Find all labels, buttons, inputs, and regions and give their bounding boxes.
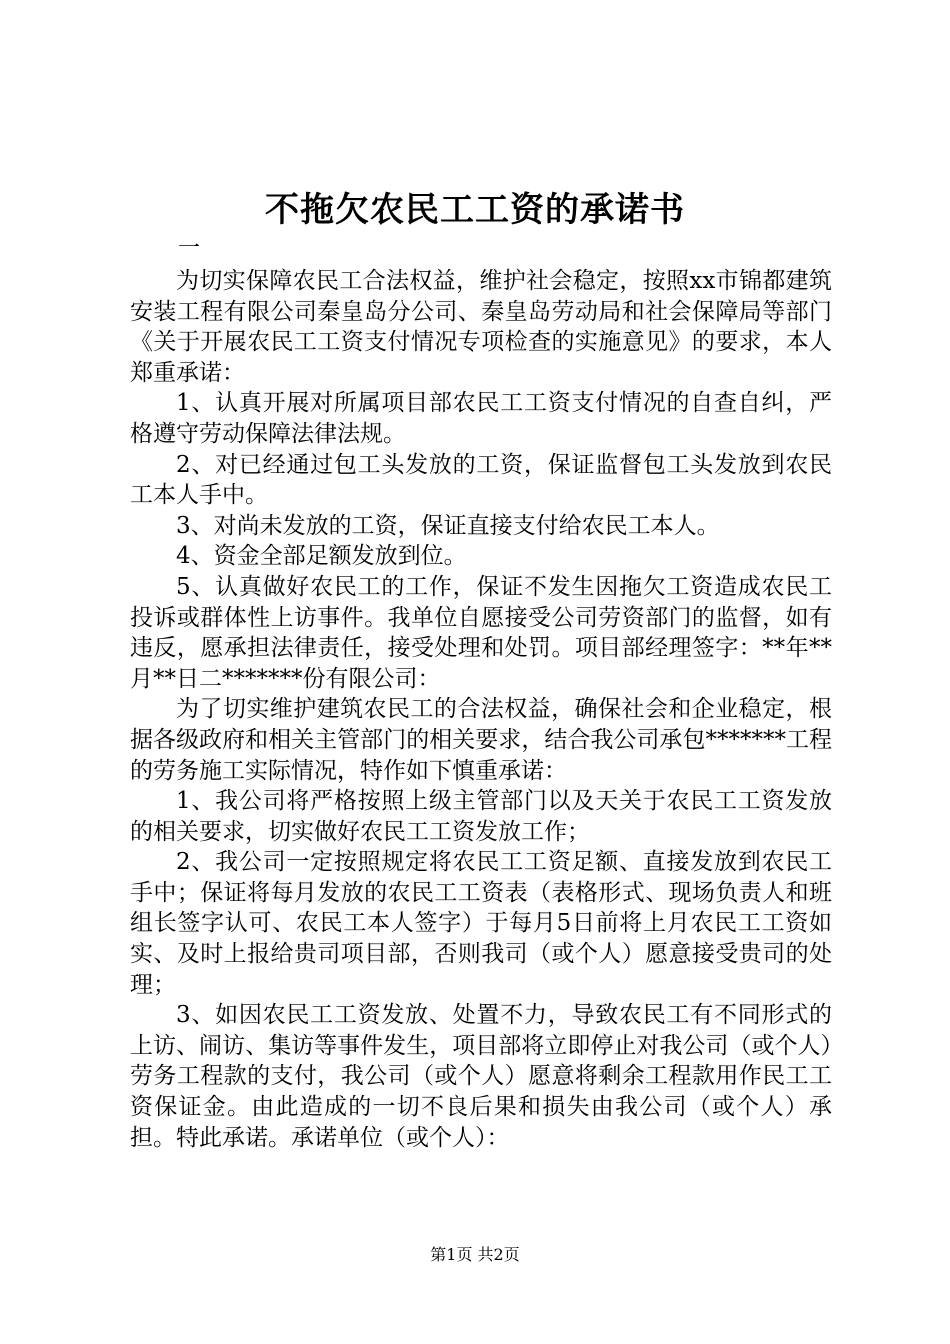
paragraph: 1、我公司将严格按照上级主管部门以及天关于农民工工资发放的相关要求，切实做好农民工工资发放工作； bbox=[130, 788, 832, 845]
paragraph: 4、资金全部足额发放到位。 bbox=[176, 543, 467, 570]
document-subtitle: 一 bbox=[178, 236, 201, 261]
paragraph: 3、如因农民工工资发放、处置不力，导致农民工有不同形式的上访、闹访、集访等事件发生，项目部将立即停止对我公司（或个人）劳务工程款的支付，我公司（或个人）愿意将剩余工程款用作民工工资保证金。由此造成的一切不良后果和损失由我公司（或个人）承担。特此承诺。承诺单位（或个人）： bbox=[130, 1002, 832, 1151]
paragraph: 5、认真做好农民工的工作，保证不发生因拖欠工资造成农民工投诉或群体性上访事件。我单位自愿接受公司劳资部门的监督，如有违反，愿承担法律责任，接受处理和处罚。项目部经理签字：**年**月**日二*******份有限公司： bbox=[130, 573, 832, 692]
paragraph: 为了切实维护建筑农民工的合法权益，确保社会和企业稳定，根据各级政府和相关主管部门的相关要求，结合我公司承包*******工程的劳务施工实际情况，特作如下慎重承诺： bbox=[130, 696, 832, 784]
paragraph: 3、对尚未发放的工资，保证直接支付给农民工本人。 bbox=[176, 512, 720, 539]
paragraph: 2、对已经通过包工头发放的工资，保证监督包工头发放到农民工本人手中。 bbox=[130, 451, 832, 509]
paragraph: 2、我公司一定按照规定将农民工工资足额、直接发放到农民工手中；保证将每月发放的农民工工资表（表格形式、现场负责人和班组长签字认可、农民工本人签字）于每月5日前将上月农民工工资如实、及时上报给贵司项目部，否则我司（或个人）愿意接受贵司的处理； bbox=[130, 849, 832, 998]
paragraph: 1、认真开展对所属项目部农民工工资支付情况的自查自纠，严格遵守劳动保障法律法规。 bbox=[130, 390, 832, 447]
page-footer: 第1页 共2页 bbox=[430, 1245, 520, 1264]
paragraph: 为切实保障农民工合法权益，维护社会稳定，按照xx市锦都建筑安装工程有限公司秦皇岛分公司、秦皇岛劳动局和社会保障局等部门《关于开展农民工工资支付情况专项检查的实施意见》的要求，本人郑重承诺： bbox=[130, 268, 832, 386]
document-title: 不拖欠农民工工资的承诺书 bbox=[265, 190, 685, 230]
document-body bbox=[130, 266, 832, 1153]
